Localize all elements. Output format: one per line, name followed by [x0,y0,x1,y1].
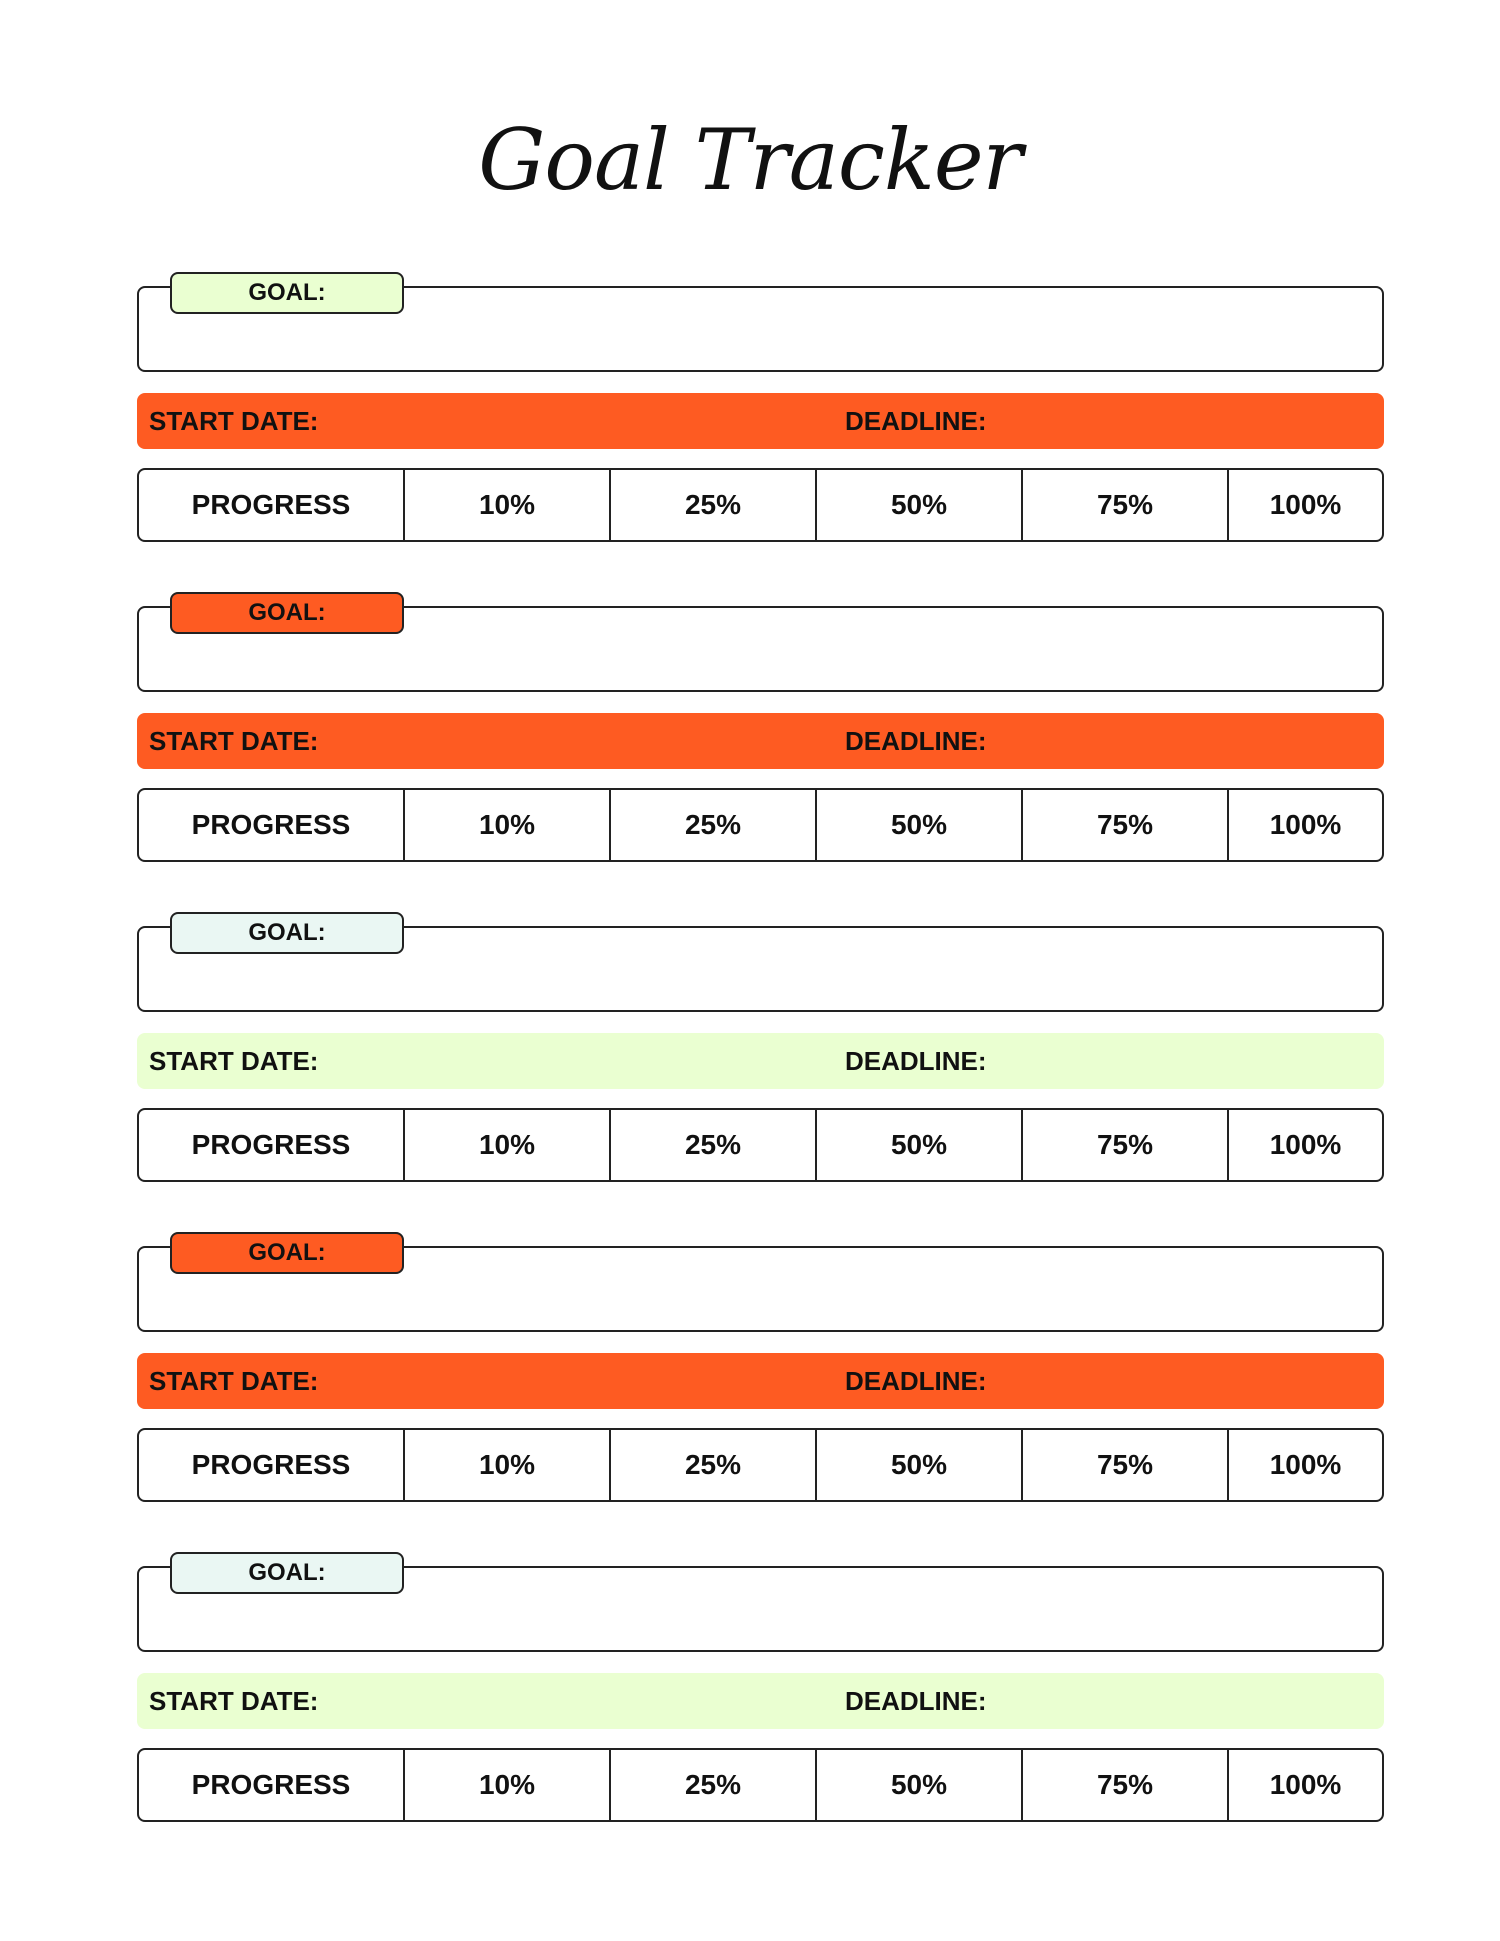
progress-row [137,1748,1384,1822]
goal-block [0,270,1500,590]
progress-cell[interactable]: 75% [1023,470,1229,540]
goal-label: GOAL: [170,1232,404,1274]
dates-bar [137,1673,1384,1729]
progress-cell[interactable]: 10% [405,470,611,540]
goal-label: GOAL: [170,272,404,314]
page-title: Goal Tracker [478,111,1022,209]
progress-cell[interactable]: 100% [1269,1129,1342,1160]
goal-label: GOAL: [170,592,404,634]
progress-cell[interactable]: 10% [405,1430,611,1500]
progress-cell[interactable]: 75% [1023,1750,1229,1820]
progress-cell[interactable]: 50% [817,1430,1023,1500]
goal-label: GOAL: [170,1552,404,1594]
progress-cell[interactable]: 25% [611,1430,817,1500]
progress-cell[interactable]: 75% [1023,790,1229,860]
progress-label: PROGRESS [139,790,405,860]
progress-cell[interactable]: 50% [817,1750,1023,1820]
progress-row [137,468,1384,542]
dates-bar [137,393,1384,449]
progress-cell[interactable]: 75% [1023,1430,1229,1500]
start-date-label: START DATE: [149,1686,319,1716]
goal-block [0,1550,1500,1870]
progress-cell[interactable]: 10% [405,790,611,860]
progress-cell[interactable]: 10% [405,1750,611,1820]
deadline-label: DEADLINE: [845,1046,987,1076]
progress-cell[interactable]: 25% [611,1750,817,1820]
goal-block [0,910,1500,1230]
dates-bar [137,1353,1384,1409]
progress-cell[interactable]: 25% [611,790,817,860]
progress-label: PROGRESS [139,1750,405,1820]
start-date-label: START DATE: [149,1046,319,1076]
progress-cell[interactable]: 25% [611,470,817,540]
goal-label: GOAL: [170,912,404,954]
progress-row [137,1108,1384,1182]
progress-label: PROGRESS [139,1110,405,1180]
progress-cell[interactable]: 50% [817,1110,1023,1180]
goal-block [0,590,1500,910]
progress-label: PROGRESS [139,1430,405,1500]
progress-label: PROGRESS [139,470,405,540]
progress-row [137,1428,1384,1502]
progress-cell[interactable]: 100% [1269,809,1342,840]
deadline-label: DEADLINE: [845,1366,987,1396]
progress-cell[interactable]: 10% [405,1110,611,1180]
progress-cell[interactable]: 50% [817,470,1023,540]
deadline-label: DEADLINE: [845,726,987,756]
progress-cell[interactable]: 25% [611,1110,817,1180]
progress-cell[interactable]: 100% [1269,1769,1342,1800]
deadline-label: DEADLINE: [845,406,987,436]
progress-row [137,788,1384,862]
dates-bar [137,713,1384,769]
start-date-label: START DATE: [149,1366,319,1396]
progress-cell[interactable]: 50% [817,790,1023,860]
dates-bar [137,1033,1384,1089]
deadline-label: DEADLINE: [845,1686,987,1716]
start-date-label: START DATE: [149,406,319,436]
goal-block [0,1230,1500,1550]
progress-cell[interactable]: 75% [1023,1110,1229,1180]
start-date-label: START DATE: [149,726,319,756]
progress-cell[interactable]: 100% [1269,489,1342,520]
progress-cell[interactable]: 100% [1269,1449,1342,1480]
